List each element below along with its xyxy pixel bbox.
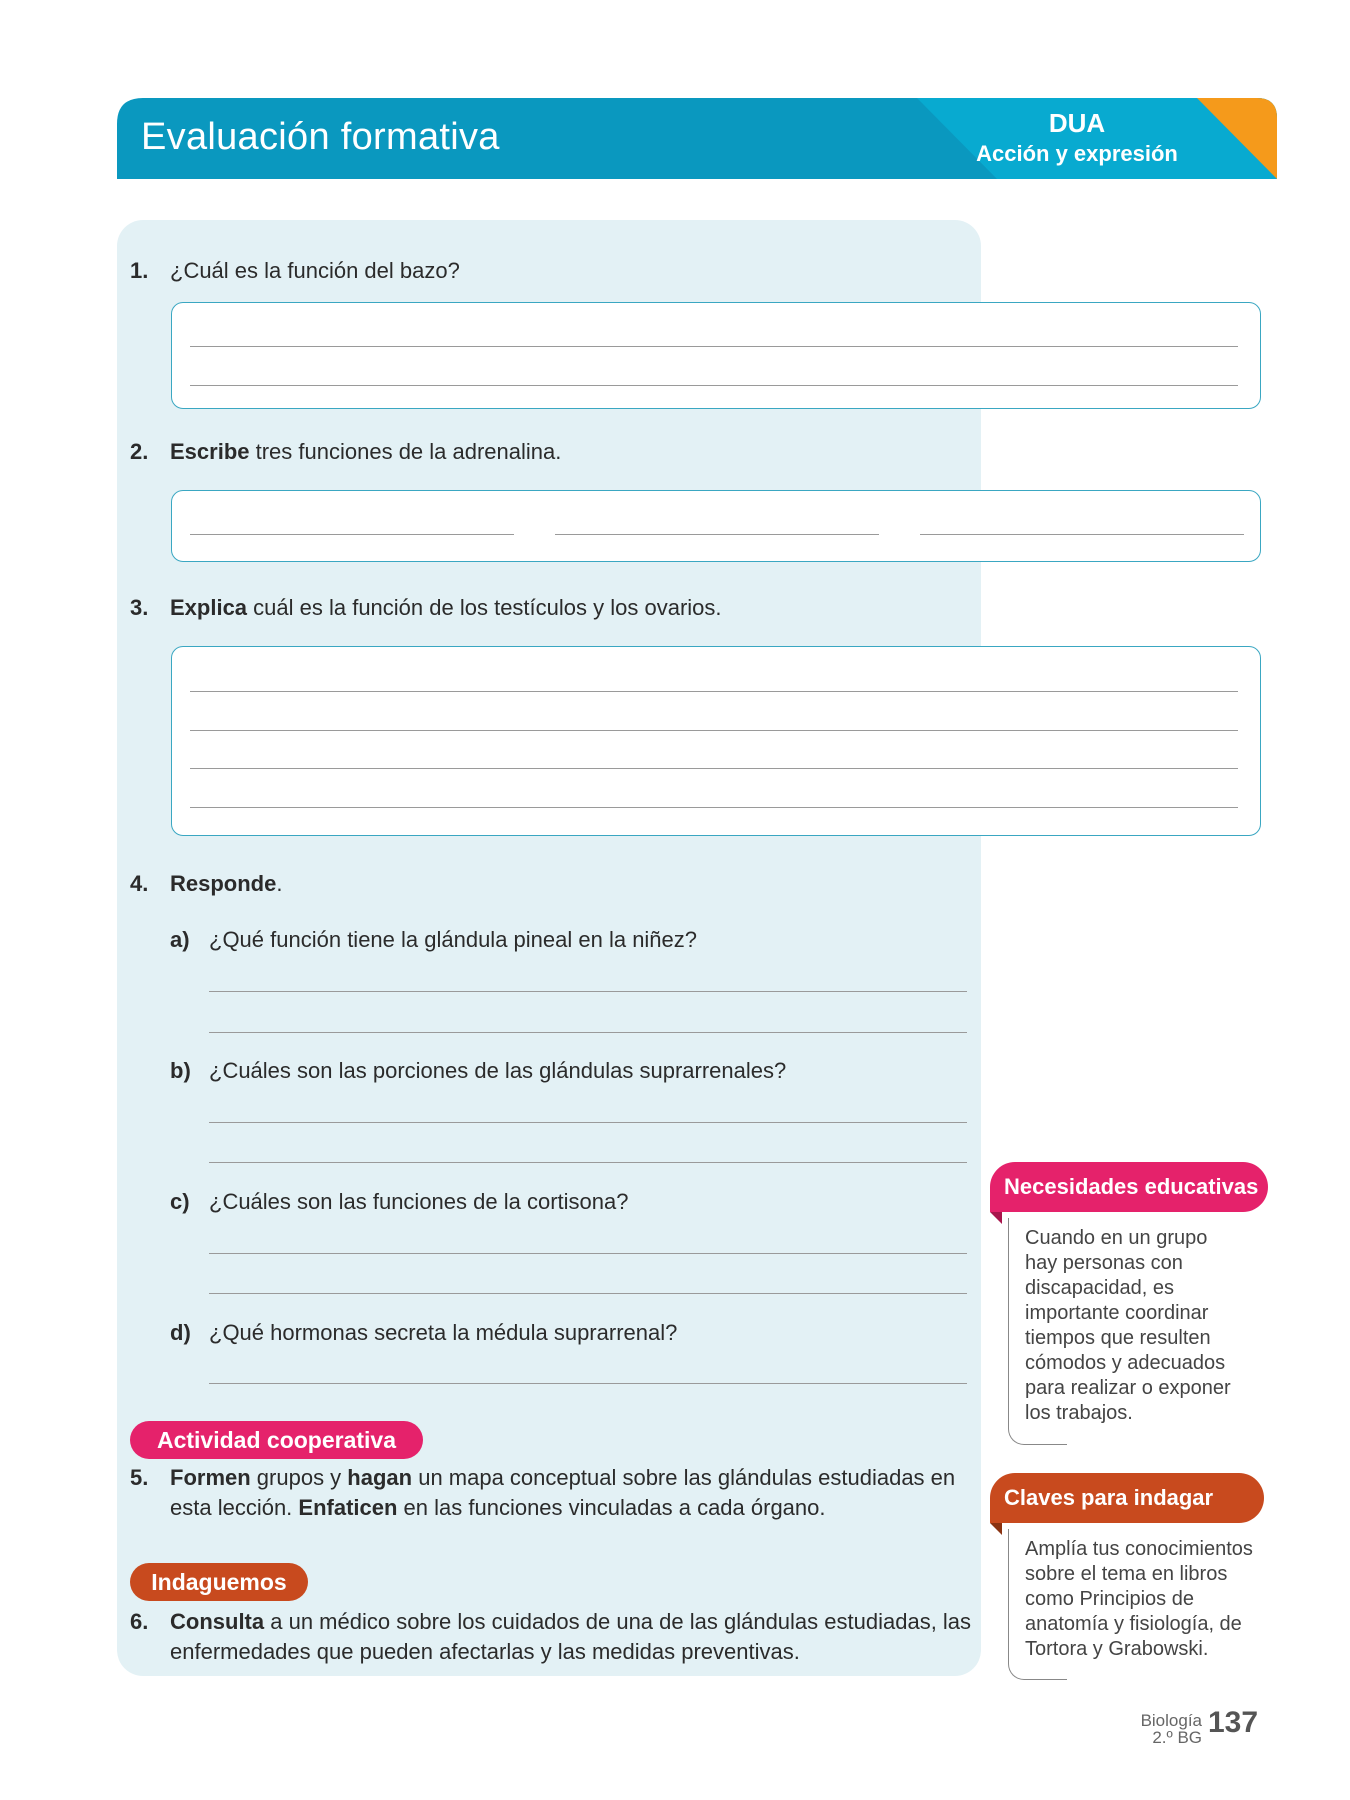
question-3-number: 3. (130, 595, 149, 620)
educational-needs-fold (990, 1212, 1002, 1224)
subquestion-b-letter: b) (170, 1058, 191, 1083)
subquestion-c-letter: c) (170, 1189, 190, 1214)
page-title: Evaluación formativa (141, 116, 500, 158)
subquestion-b-text: ¿Cuáles son las porciones de las glándulas suprarrenales? (209, 1058, 787, 1083)
answer-line[interactable] (190, 807, 1238, 808)
question-1-number: 1. (130, 258, 149, 283)
answer-line[interactable] (190, 385, 1238, 386)
answer-line[interactable] (209, 1032, 967, 1033)
answer-box-1[interactable] (171, 302, 1261, 409)
dua-subtitle: Acción y expresión (976, 141, 1178, 166)
answer-line[interactable] (190, 730, 1238, 731)
question-3-text: Explica cuál es la función de los testículos y los ovarios. (170, 595, 722, 620)
cooperative-activity-badge: Actividad cooperativa (130, 1421, 423, 1459)
dua-title: DUA (1048, 108, 1106, 138)
answer-box-2[interactable] (171, 490, 1261, 562)
question-6-line-2: enfermedades que pueden afectarlas y las medidas preventivas. (170, 1639, 800, 1664)
answer-line[interactable] (555, 534, 879, 535)
answer-line[interactable] (190, 534, 514, 535)
question-6-number: 6. (130, 1609, 149, 1634)
subquestion-d-letter: d) (170, 1320, 191, 1345)
question-5-line-2: esta lección. Enfaticen en las funciones vinculadas a cada órgano. (170, 1495, 826, 1520)
subquestion-a-letter: a) (170, 927, 190, 952)
answer-line[interactable] (920, 534, 1244, 535)
subquestion-a-text: ¿Qué función tiene la glándula pineal en la niñez? (209, 927, 698, 952)
inquiry-badge: Indaguemos (130, 1563, 308, 1601)
answer-line[interactable] (209, 1293, 967, 1294)
answer-line[interactable] (190, 346, 1238, 347)
research-keys-text: Amplía tus conocimientos sobre el tema en libros como Principios de anatomía y fisiología, de Tortora y Grabowski. (1025, 1538, 1253, 1660)
question-5-number: 5. (130, 1465, 149, 1490)
question-5-line-1: Formen grupos y hagan un mapa conceptual sobre las glándulas estudiadas en (170, 1465, 956, 1490)
answer-box-3[interactable] (171, 646, 1261, 836)
educational-needs-text: Cuando en un grupo hay personas con discapacidad, es importante coordinar tiempos que resulten cómodos y adecuados para realizar o exponer los trabajos. (1025, 1227, 1231, 1424)
question-1-text: ¿Cuál es la función del bazo? (170, 258, 460, 283)
answer-line[interactable] (209, 991, 967, 992)
answer-line[interactable] (190, 691, 1238, 692)
question-2-text: Escribe tres funciones de la adrenalina. (170, 439, 562, 464)
answer-line[interactable] (209, 1383, 967, 1384)
answer-line[interactable] (190, 768, 1238, 769)
answer-line[interactable] (209, 1122, 967, 1123)
subquestion-c-text: ¿Cuáles son las funciones de la cortisona? (209, 1189, 629, 1214)
footer-subject: Biología 2.º BG (1140, 1711, 1202, 1747)
page-number: 137 (1208, 1706, 1259, 1739)
question-4-text: Responde. (170, 871, 283, 896)
research-keys-title: Claves para indagar (990, 1473, 1264, 1523)
answer-line[interactable] (209, 1253, 967, 1254)
answer-line[interactable] (209, 1162, 967, 1163)
research-keys-fold (990, 1523, 1002, 1535)
header-banner (117, 98, 1277, 179)
question-4-number: 4. (130, 871, 149, 896)
question-6-line-1: Consulta a un médico sobre los cuidados de una de las glándulas estudiadas, las (170, 1609, 972, 1634)
question-2-number: 2. (130, 439, 149, 464)
educational-needs-title: Necesidades educativas (990, 1162, 1268, 1212)
subquestion-d-text: ¿Qué hormonas secreta la médula suprarrenal? (209, 1320, 678, 1345)
